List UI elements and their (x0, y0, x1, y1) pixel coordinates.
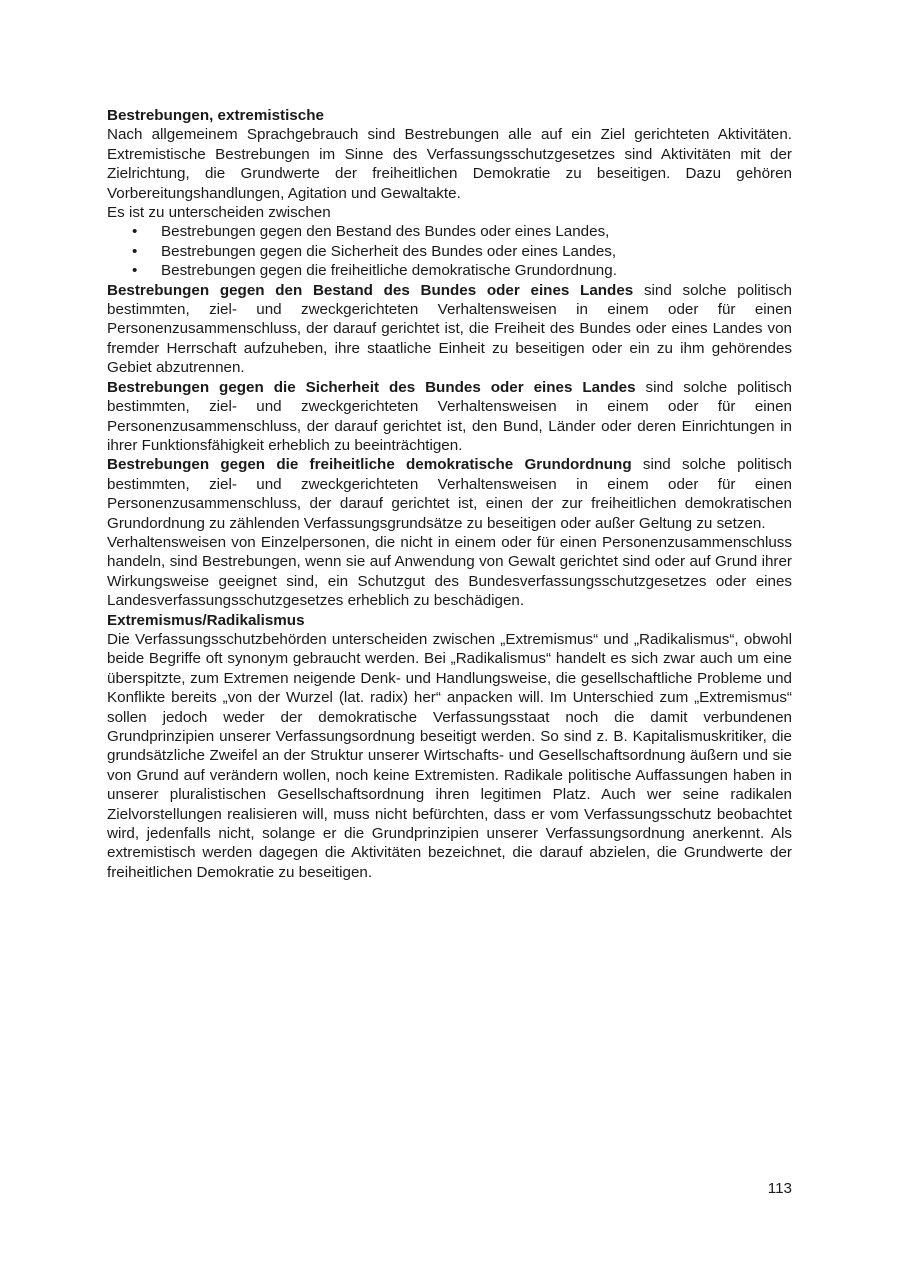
bullet-icon: • (132, 242, 138, 260)
list-item-text: Bestrebungen gegen die freiheitliche demokratische Grundordnung. (161, 262, 617, 280)
list-item-text: Bestrebungen gegen den Bestand des Bundes oder eines Landes, (161, 223, 610, 241)
term-bestand: Bestrebungen gegen den Bestand des Bundes oder eines Landes (107, 281, 634, 299)
list-item-text: Bestrebungen gegen die Sicherheit des Bundes oder eines Landes, (161, 242, 617, 260)
definition-bestand: sind solche politisch bestimmten, ziel- und zweckgerichteten Verhaltensweisen in einem oder für einen Personenzusammenschluss, der darauf gerichtet ist, die Freiheit des Bundes oder eines Landes von fremder Herrschaft aufzuheben, ihre staatliche Einheit zu beseitigen oder ein zu ihm gehörendes Gebiet abzutrennen. (107, 281, 792, 377)
bullet-icon: • (132, 262, 138, 280)
definition-sicherheit: sind solche politisch bestimmten, ziel- und zweckgerichteten Verhaltensweisen in einem oder für einen Personenzusammenschluss, der darauf gerichtet ist, den Bund, Länder oder deren Einrichtungen in ihrer Funktionsfähigkeit erheblich zu beeinträchtigen. (107, 378, 792, 454)
list-item (107, 222, 792, 241)
definition-fdgo: sind solche politisch bestimmten, ziel- und zweckgerichteten Verhaltensweisen in einem oder für einen Personenzusammenschluss, der darauf gerichtet ist, einen der zur freiheitlichen demokratischen Grundordnung zu zählenden Verfassungsgrundsätze zu beseitigen oder außer Geltung zu setzen. (107, 456, 792, 532)
paragraph-sicherheit (107, 378, 792, 456)
list-item (107, 242, 792, 261)
paragraph-distinction-intro: Es ist zu unterscheiden zwischen (107, 204, 331, 222)
term-fdgo: Bestrebungen gegen die freiheitliche demokratische Grundordnung (107, 456, 632, 474)
paragraph-bestand (107, 281, 792, 378)
paragraph-fdgo (107, 455, 792, 533)
page-number: 113 (767, 1180, 792, 1197)
bullet-list (107, 222, 792, 280)
document-page (107, 106, 792, 882)
paragraph-extremismus: Die Verfassungsschutzbehörden unterscheiden zwischen „Extremismus“ und „Radikalismus“, obwohl beide Begriffe oft synonym gebraucht werden. Bei „Radikalismus“ handelt es sich zwar auch um eine überspitzte, zum Extremen neigende Denk- und Handlungsweise, die gesellschaftliche Probleme und Konflikte bereits „von der Wurzel (lat. radix) her“ anpacken will. Im Unterschied zum „Extremismus“ sollen jedoch weder der demokratische Verfassungsstaat noch die damit verbundenen Grundprinzipien unserer Verfassungsordnung beseitigt werden. So sind z. B. Kapitalismuskritiker, die grundsätzliche Zweifel an der Struktur unserer Wirtschafts- und Gesellschaftsordnung äußern und sie von Grund auf verändern wollen, noch keine Extremisten. Radikale politische Auffassungen haben in unserer pluralistischen Gesellschaftsordnung ihren legitimen Platz. Auch wer seine radikalen Zielvorstellungen realisieren will, muss nicht befürchten, dass er vom Verfassungsschutz beobachtet wird, jedenfalls nicht, solange er die Grundprinzipien unserer Verfassungsordnung anerkennt. Als extremistisch werden dagegen die Aktivitäten bezeichnet, die darauf abzielen, die Grundwerte der freiheitlichen Demokratie zu beseitigen. (107, 630, 792, 881)
list-item (107, 261, 792, 280)
term-sicherheit: Bestrebungen gegen die Sicherheit des Bundes oder eines Landes (107, 378, 636, 396)
bullet-icon: • (132, 223, 138, 241)
paragraph-einzelpersonen: Verhaltensweisen von Einzelpersonen, die nicht in einem oder für einen Personenzusammenschluss handeln, sind Bestrebungen, wenn sie auf Anwendung von Gewalt gerichtet sind oder auf Grund ihrer Wirkungsweise geeignet sind, ein Schutzgut des Bundesverfassungsschutzgesetzes oder eines Landesverfassungsschutzgesetzes erheblich zu beschädigen. (107, 533, 792, 610)
section-heading-extremismus: Extremismus/Radikalismus (107, 611, 305, 629)
section-heading-bestrebungen: Bestrebungen, extremistische (107, 107, 324, 124)
paragraph-definition: Nach allgemeinem Sprachgebrauch sind Bestrebungen alle auf ein Ziel gerichteten Aktivitäten. Extremistische Bestrebungen im Sinne des Verfassungsschutzgesetzes sind Aktivitäten mit der Zielrichtung, die Grundwerte der freiheitlichen Demokratie zu beseitigen. Dazu gehören Vorbereitungshandlungen, Agitation und Gewaltakte. (107, 126, 792, 202)
